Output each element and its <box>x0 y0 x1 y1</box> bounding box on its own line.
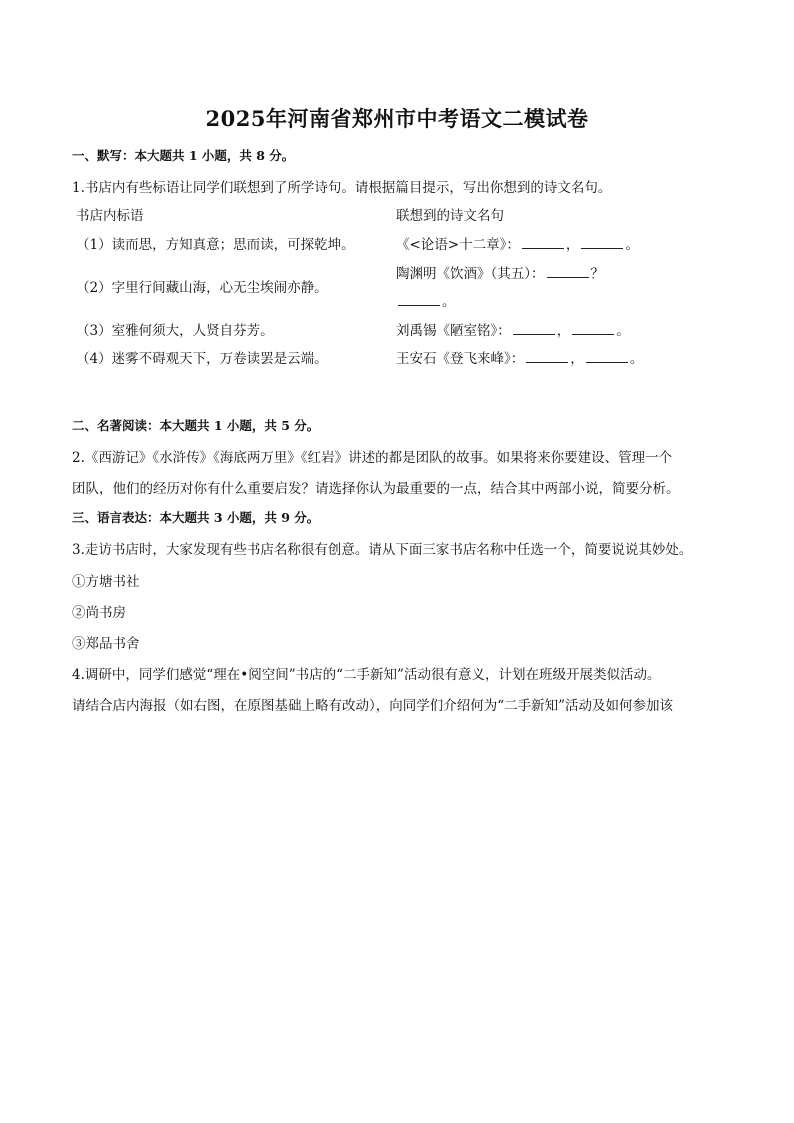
question-4-line-2: 请结合店内海报（如右图，在原图基础上略有改动），向同学们介绍何为“二手新知”活动及如何参加该 <box>72 698 674 714</box>
punctuation: 。 <box>625 237 639 253</box>
answer-blank[interactable] <box>522 236 564 249</box>
punctuation: 。 <box>616 323 630 339</box>
answer-blank[interactable] <box>581 236 623 249</box>
question-2-line-1: 2.《西游记》《水浒传》《海底两万里》《红岩》讲述的都是团队的故事。如果将来你要建设、管理一个 <box>72 450 673 466</box>
question-2-line-2: 团队，他们的经历对你有什么重要启发？请选择你认为最重要的一点，结合其中两部小说，简要分析。 <box>72 481 680 497</box>
section-1-heading: 一、默写：本大题共 1 小题，共 8 分。 <box>72 148 295 163</box>
punctuation: ， <box>570 351 584 367</box>
poem-source-1: 《<论语>十二章》： <box>396 237 520 253</box>
answer-blank[interactable] <box>513 322 555 335</box>
slogan-row-4: （4）迷雾不碍观天下，万卷读罢是云端。 <box>76 351 328 367</box>
slogan-row-1: （1）读而思，方知真意；思而读，可探乾坤。 <box>76 237 355 253</box>
exam-title: 2025年河南省郑州市中考语文二模试卷 <box>205 106 589 131</box>
punctuation: ？ <box>590 266 604 282</box>
question-4-line-1: 4.调研中，同学们感觉“理在•阅空间”书店的“二手新知”活动很有意义，计划在班级开展类似活动。 <box>72 667 661 683</box>
punctuation: 。 <box>629 351 644 367</box>
poem-source-4: 王安石《登飞来峰》： <box>396 351 525 367</box>
question-1-prompt: 1.书店内有些标语让同学们联想到了所学诗句。请根据篇目提示，写出你想到的诗文名句。 <box>72 180 612 196</box>
slogan-row-3: （3）室雅何须大，人贤自芬芳。 <box>76 323 274 339</box>
question-3-option-1: ①方塘书社 <box>72 574 140 590</box>
answer-blank[interactable] <box>526 350 568 363</box>
poem-source-3: 刘禹锡《陋室铭》： <box>396 323 511 339</box>
section-3-heading: 三、语言表达：本大题共 3 小题，共 9 分。 <box>72 510 320 525</box>
answer-blank[interactable] <box>547 265 589 278</box>
question-3-option-3: ③郑品书舍 <box>72 636 140 652</box>
poem-source-2: 陶渊明《饮酒》（其五）： <box>396 266 545 282</box>
answer-blank[interactable] <box>586 350 628 363</box>
table-header-poem: 联想到的诗文名句 <box>396 208 504 224</box>
table-header-slogan: 书店内标语 <box>76 208 144 224</box>
punctuation: 。 <box>442 294 456 310</box>
slogan-row-2: （2）字里行间藏山海，心无尘埃闹亦静。 <box>76 280 328 296</box>
question-3-prompt: 3.走访书店时，大家发现有些书店名称很有创意。请从下面三家书店名称中任选一个，简要说说其妙处。 <box>72 542 693 558</box>
answer-blank[interactable] <box>572 322 614 335</box>
poem-row-3 <box>396 319 630 339</box>
poem-row-2-cont <box>396 290 456 310</box>
poem-row-2 <box>396 262 604 282</box>
poem-row-1 <box>396 233 639 253</box>
section-2-heading: 二、名著阅读：本大题共 1 小题，共 5 分。 <box>72 418 320 433</box>
punctuation: ， <box>556 323 571 339</box>
punctuation: ， <box>565 237 580 253</box>
question-3-option-2: ②尚书房 <box>72 605 126 621</box>
answer-blank[interactable] <box>398 293 440 306</box>
poem-row-4 <box>396 347 643 367</box>
